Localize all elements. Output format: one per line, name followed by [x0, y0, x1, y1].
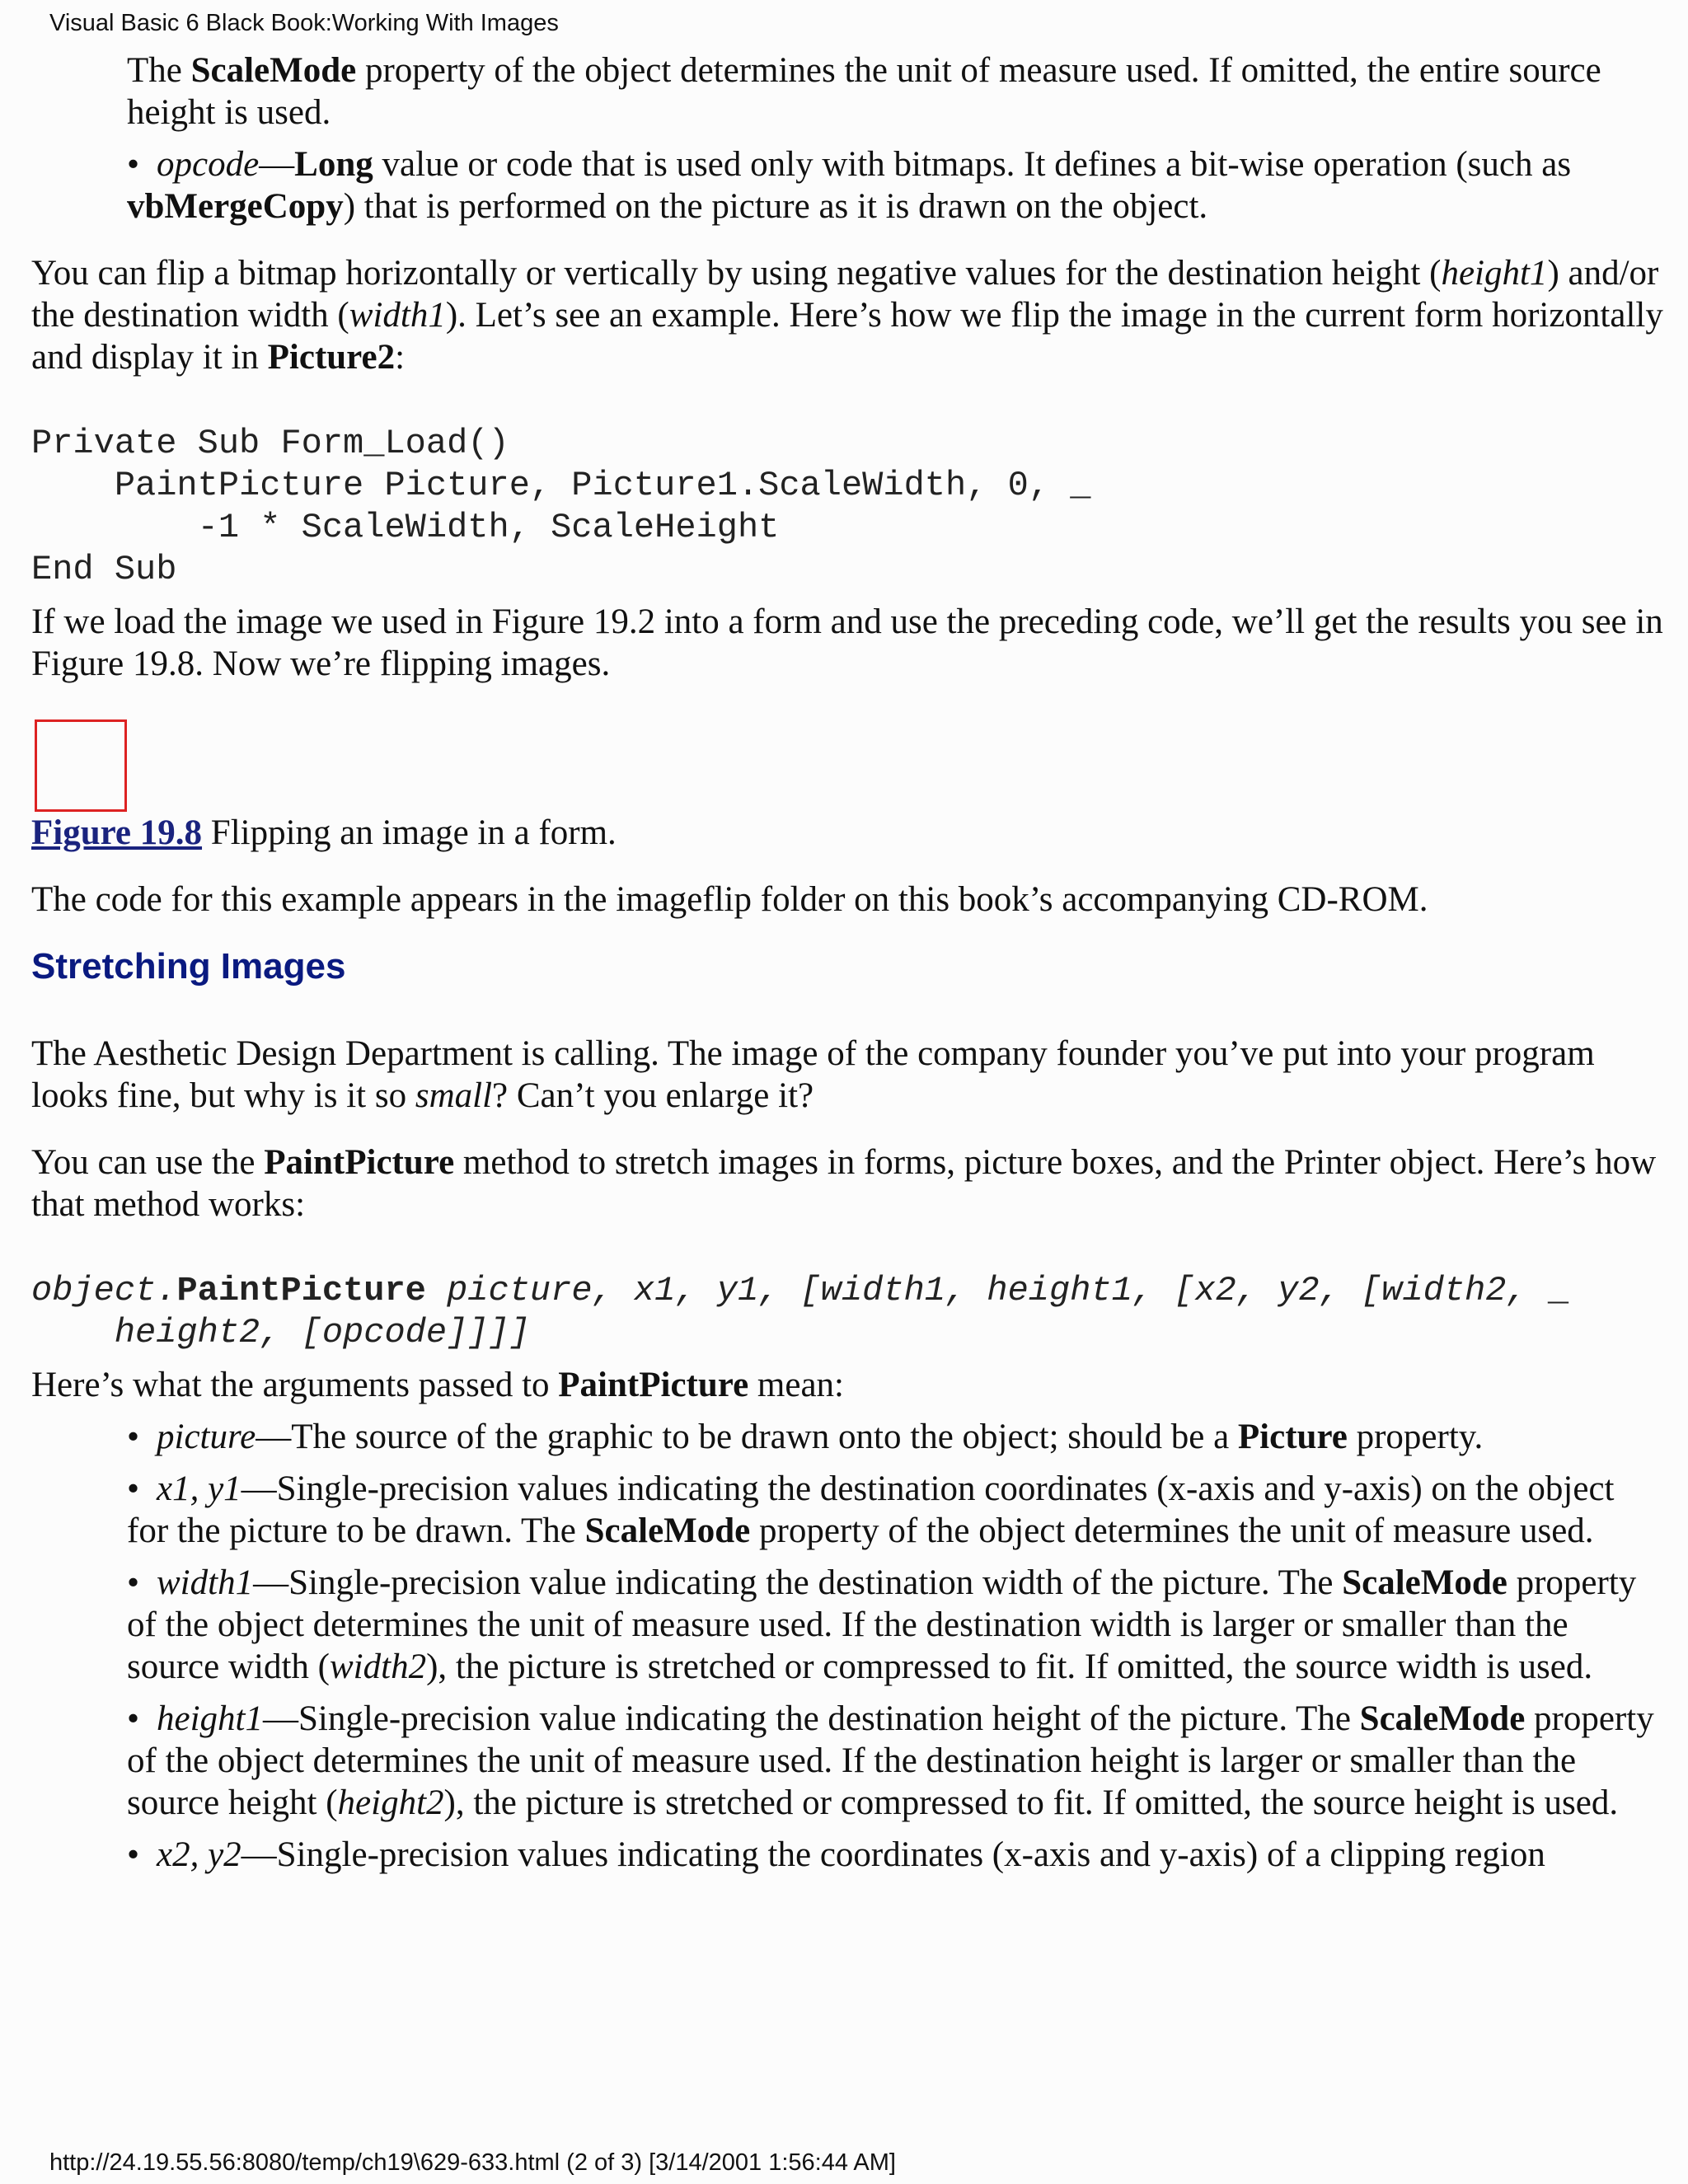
section-heading: Stretching Images [31, 946, 346, 987]
bullet-icon: • [127, 1469, 140, 1508]
bullet-x2-y2: • x2, y2—Single-precision values indicating the coordinates (x-axis and y-axis) of a clipping region [127, 1835, 1545, 1874]
syntax-block: object.PaintPicture picture, x1, y1, [width1, height1, [x2, y2, [width2, _ height2, [opcode]]]] [31, 1271, 1569, 1352]
figure-link[interactable]: Figure 19.8 [31, 813, 203, 852]
flip-paragraph: You can flip a bitmap horizontally or vertically by using negative values for the destination height (height1) and/or the destination width (width1). Let’s see an example. Here’s how we flip the image in the current form horizontally and display it in Picture2: [31, 254, 1663, 377]
bullet-x1-y1: • x1, y1—Single-precision values indicating the destination coordinates (x-axis and y-axis) on the object for the picture to be drawn. The ScaleMode property of the object determines the unit of measure used. [127, 1469, 1615, 1550]
aesthetic-paragraph: The Aesthetic Design Department is calling. The image of the company founder you’ve put into your program looks fine, but why is it so small? Can’t you enlarge it? [31, 1034, 1595, 1115]
result-paragraph: If we load the image we used in Figure 19.2 into a form and use the preceding code, we’ll get the results you see in Figure 19.8. Now we’re flipping images. [31, 602, 1663, 683]
bullet-icon: • [127, 1699, 140, 1738]
figure-image-placeholder[interactable] [35, 719, 127, 812]
figure-caption: Figure 19.8 Flipping an image in a form. [31, 813, 617, 852]
bullet-width1: • width1—Single-precision value indicating the destination width of the picture. The ScaleMode property of the object determines the unit of measure used. If the destination width is larger or smaller than the source width (width2), the picture is stretched or compressed to fit. If omitted, the source width is used. [127, 1563, 1637, 1686]
bullet-icon: • [127, 145, 140, 184]
scalemode-paragraph: The ScaleMode property of the object determines the unit of measure used. If omitted, the entire source height is used. [127, 51, 1601, 132]
page-footer-url: http://24.19.55.56:8080/temp/ch19\629-633.html (2 of 3) [3/14/2001 1:56:44 AM] [49, 2149, 896, 2176]
bullet-height1: • height1—Single-precision value indicating the destination height of the picture. The ScaleMode property of the object determines the unit of measure used. If the destination height is larger or smaller than the source height (height2), the picture is stretched or compressed to fit. If omitted, the source height is used. [127, 1699, 1654, 1822]
bullet-picture: • picture—The source of the graphic to be drawn onto the object; should be a Picture property. [127, 1418, 1484, 1456]
cd-note-paragraph: The code for this example appears in the imageflip folder on this book’s accompanying CD-ROM. [31, 880, 1428, 919]
page-header: Visual Basic 6 Black Book:Working With Images [49, 10, 559, 36]
main-content [31, 49, 1663, 1876]
bullet-icon: • [127, 1563, 140, 1602]
bullet-icon: • [127, 1418, 140, 1456]
opcode-bullet: • opcode—Long value or code that is used only with bitmaps. It defines a bit-wise operation (such as vbMergeCopy) that is performed on the picture as it is drawn on the object. [127, 145, 1572, 226]
bullet-icon: • [127, 1835, 140, 1874]
method-intro-paragraph: You can use the PaintPicture method to stretch images in forms, picture boxes, and the Printer object. Here’s how that method works: [31, 1143, 1657, 1224]
args-intro-paragraph: Here’s what the arguments passed to PaintPicture mean: [31, 1366, 844, 1404]
code-block-form-load: Private Sub Form_Load() PaintPicture Picture, Picture1.ScaleWidth, 0, _ -1 * ScaleWidth, ScaleHeight End Sub [31, 424, 1091, 589]
